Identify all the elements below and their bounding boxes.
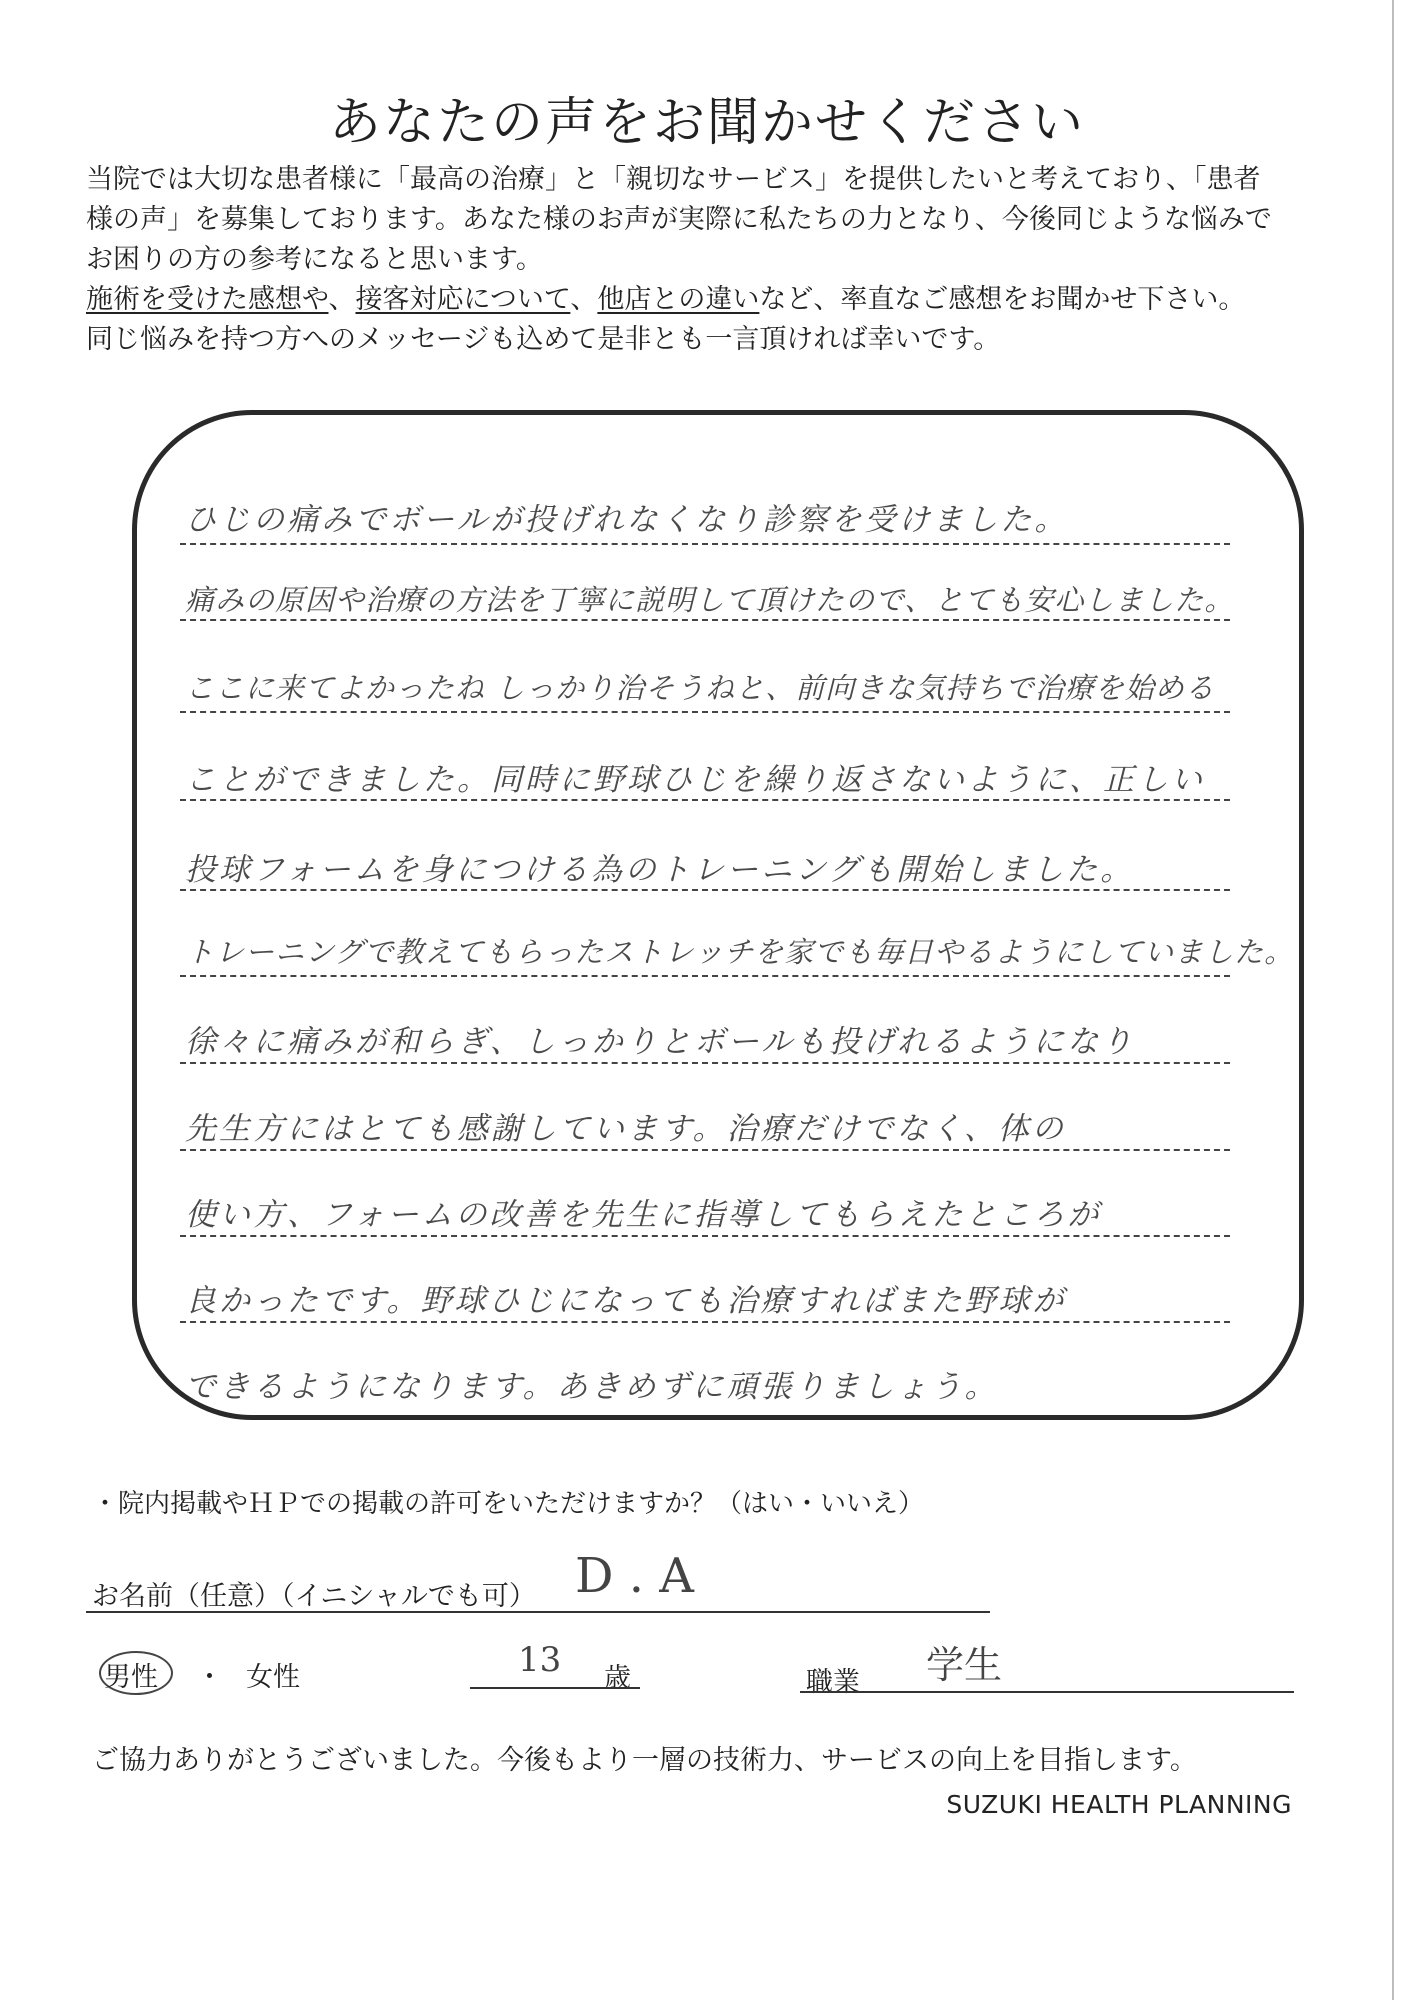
writing-line (180, 1062, 1230, 1064)
writing-line (180, 1235, 1230, 1237)
writing-line (180, 711, 1230, 713)
gender-female[interactable]: 女性 (246, 1662, 300, 1693)
underlined-phrase: 接客対応について (355, 284, 571, 315)
handwritten-line: 良かったです。野球ひじになっても治療すればまた野球が (185, 1283, 1067, 1319)
age-field-line (470, 1687, 640, 1689)
age-value[interactable]: 13 (518, 1640, 562, 1680)
intro-line: お困りの方の参考になると思います。 (86, 244, 543, 275)
closing-message: ご協力ありがとうございました。今後もより一層の技術力、サービスの向上を目指します。 (92, 1745, 1197, 1776)
handwritten-line: ひじの痛みでボールが投げれなくなり診察を受けました。 (185, 502, 1069, 538)
intro-line (86, 280, 1326, 320)
handwritten-line: ことができました。同時に野球ひじを繰り返さないように、正しい (185, 762, 1205, 798)
occupation-field-line (800, 1691, 1294, 1693)
handwritten-line: 使い方、フォームの改善を先生に指導してもらえたところが (185, 1197, 1102, 1233)
scan-edge-line (1392, 0, 1394, 2000)
handwritten-line: ここに来てよかったね しっかり治そうねと、前向きな気持ちで治療を始める (185, 671, 1215, 705)
permission-question: ・院内掲載やＨＰでの掲載の許可をいただけますか？（はい・いいえ） (92, 1489, 925, 1519)
writing-line (180, 1321, 1230, 1323)
intro-sep: 、 (328, 284, 356, 315)
writing-line (180, 889, 1230, 891)
gender-separator: ・ (196, 1662, 223, 1693)
underlined-phrase: 他店との違い (597, 284, 760, 315)
writing-line (180, 543, 1230, 545)
intro-rest: など、率直なご感想をお聞かせ下さい。 (759, 284, 1246, 315)
handwritten-line: トレーニングで教えてもらったストレッチを家でも毎日やるようにしていました。 (185, 935, 1295, 969)
writing-line (180, 975, 1230, 977)
writing-line (180, 799, 1230, 801)
name-value[interactable]: D . A (575, 1548, 694, 1604)
intro-line: 同じ悩みを持つ方へのメッセージも込めて是非とも一言頂ければ幸いです。 (86, 324, 1001, 355)
company-name: SUZUKI HEALTH PLANNING (946, 1790, 1292, 1819)
age-unit: 歳 (604, 1663, 631, 1694)
intro-line: 当院では大切な患者様に「最高の治療」と「親切なサービス」を提供したいと考えており、「患者 (86, 164, 1261, 195)
underlined-phrase: 施術を受けた感想や (86, 284, 329, 315)
handwritten-line: 先生方にはとても感謝しています。治療だけでなく、体の (185, 1111, 1066, 1147)
handwritten-line: 徐々に痛みが和らぎ、しっかりとボールも投げれるようになり (185, 1024, 1136, 1060)
intro-line: 様の声」を募集しております。あなた様のお声が実際に私たちの力となり、今後同じような悩みで (86, 204, 1272, 235)
name-field-line (86, 1611, 990, 1613)
comment-box (132, 410, 1304, 1420)
occupation-value[interactable]: 学生 (926, 1643, 1003, 1687)
gender-male[interactable]: 男性 (104, 1662, 158, 1693)
name-label: お名前（任意）（イニシャルでも可） (92, 1581, 536, 1612)
writing-line (180, 619, 1230, 621)
handwritten-line: できるようになります。あきめずに頑張りましょう。 (185, 1369, 999, 1405)
handwritten-line: 投球フォームを身につける為のトレーニングも開始しました。 (185, 852, 1135, 888)
occupation-label: 職業 (806, 1667, 860, 1698)
intro-text (86, 160, 1326, 360)
intro-sep: 、 (570, 284, 598, 315)
page-title: あなたの声をお聞かせください (328, 93, 1085, 153)
writing-line (180, 1149, 1230, 1151)
handwritten-line: 痛みの原因や治療の方法を丁寧に説明して頂けたので、とても安心しました。 (185, 583, 1235, 617)
